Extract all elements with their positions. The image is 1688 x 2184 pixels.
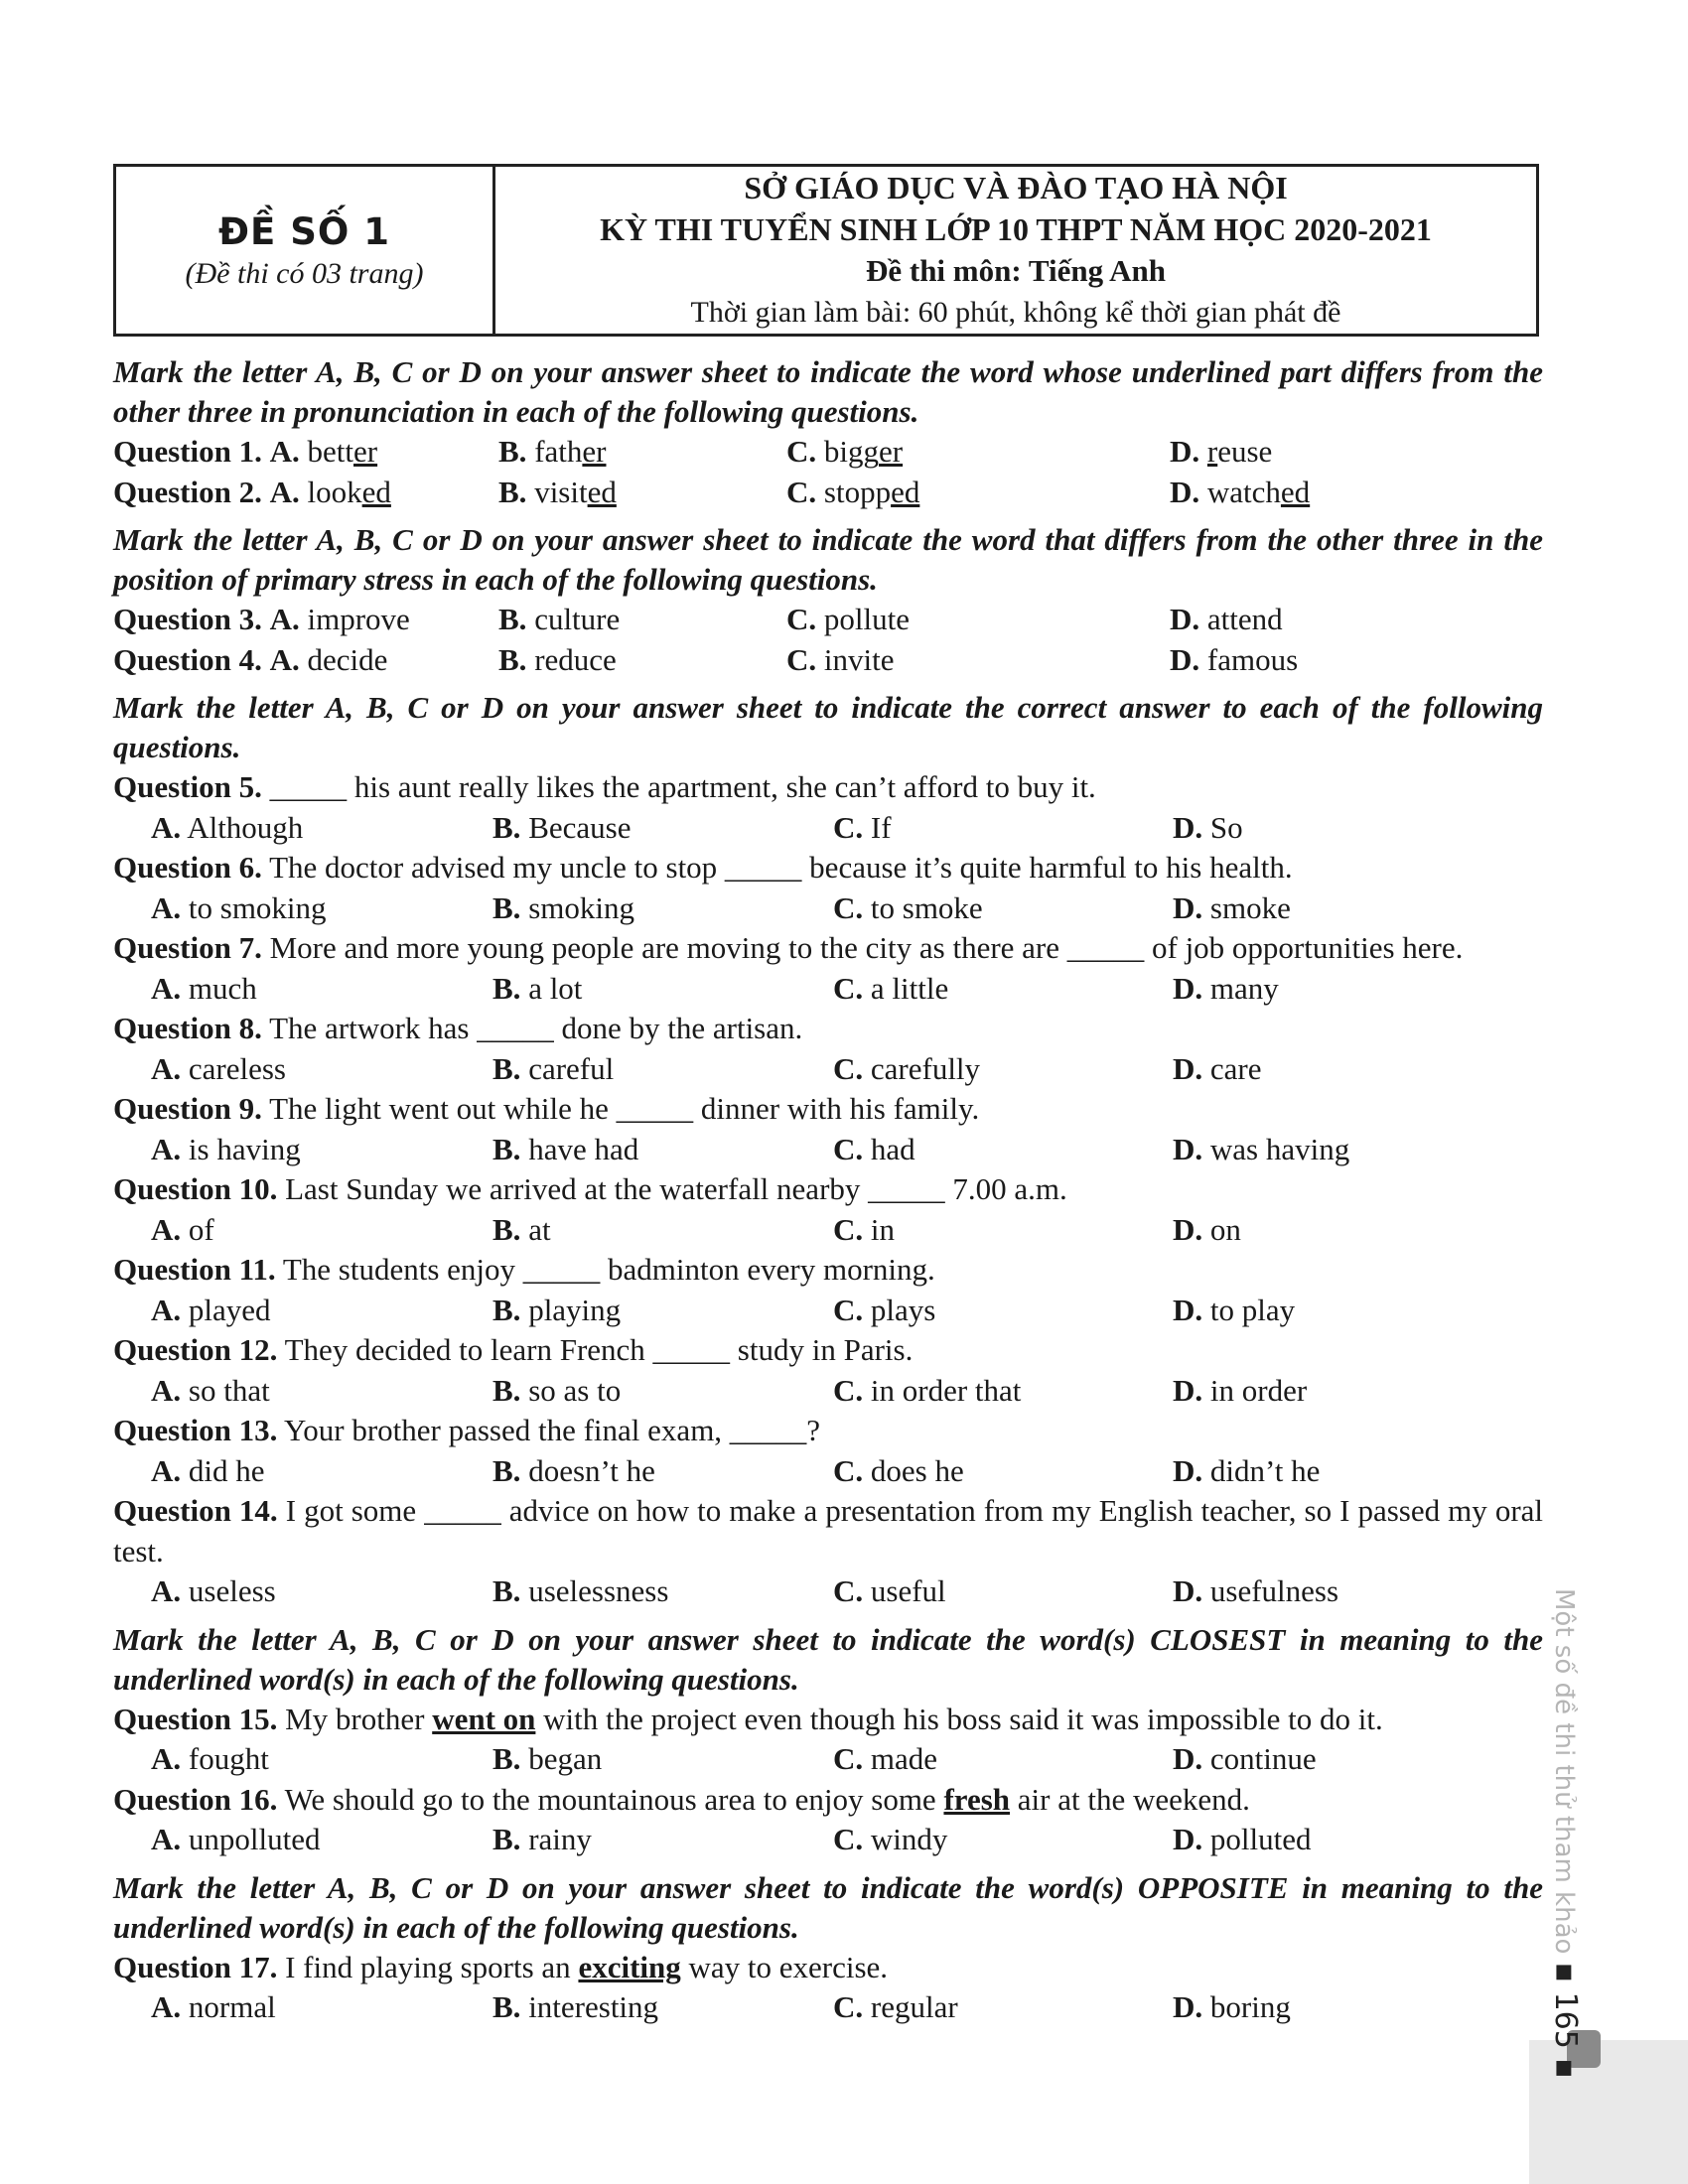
exam-title-cell — [495, 167, 1536, 334]
question-12: Question 12. They decided to learn French _____ study in Paris. — [113, 1332, 914, 1367]
question-8: Question 8. The artwork has _____ done by the artisan. — [113, 1011, 803, 1045]
question-7: Question 7. More and more young people are moving to the city as there are _____ of job opportunities here. — [113, 930, 1464, 965]
question-10: Question 10. Last Sunday we arrived at the waterfall nearby _____ 7.00 a.m. — [113, 1171, 1067, 1206]
question-6: Question 6. The doctor advised my uncle to stop _____ because it’s quite harmful to his health. — [113, 850, 1293, 885]
options-7: A. much B. a lot C. a little D. many — [151, 970, 1279, 1006]
question-14: Question 14. I got some _____ advice on how to make a presentation from my English teacher, so I passed my oral test. — [113, 1493, 1544, 1569]
options-5: A. Although B. Because C. If D. So — [151, 809, 1243, 845]
options-13: A. did he B. doesn’t he C. does he D. didn’t he — [151, 1452, 1321, 1488]
options-8: A. careless B. careful C. carefully D. care — [151, 1050, 1262, 1086]
question-label: Question 1. — [113, 434, 262, 469]
question-17: Question 17. I find playing sports an exciting way to exercise. — [113, 1949, 889, 1984]
question-1: Question 1. A. better B. father C. bigger D. reuse — [113, 434, 1273, 469]
question-5: Question 5. _____ his aunt really likes the apartment, she can’t afford to buy it. — [113, 769, 1096, 804]
instruction-closest: Mark the letter A, B, C or D on your answer sheet to indicate the word(s) CLOSEST in meaning to the underlined word(s) in each of the following questions. — [113, 1621, 1543, 1697]
question-9: Question 9. The light went out while he _____ dinner with his family. — [113, 1091, 980, 1126]
exam-number: ĐỀ SỐ 1 — [218, 209, 390, 253]
subject-title: Đề thi môn: Tiếng Anh — [865, 253, 1167, 288]
question-16: Question 16. We should go to the mountainous area to enjoy some fresh air at the weekend. — [113, 1781, 1250, 1817]
question-2: Question 2. A. looked B. visited C. stopped D. watched — [113, 474, 1311, 509]
options-9: A. is having B. have had C. had D. was having — [151, 1131, 1350, 1166]
question-15: Question 15. My brother went on with the project even though his boss said it was impossible to do it. — [113, 1701, 1383, 1736]
question-3: Question 3. A. improve B. culture C. pollute D. attend — [113, 602, 1283, 636]
exam-title: KỲ THI TUYỂN SINH LỚP 10 THPT NĂM HỌC 2020-2021 — [600, 211, 1432, 247]
options-15: A. fought B. began C. made D. continue — [151, 1741, 1317, 1776]
question-13: Question 13. Your brother passed the final exam, _____? — [113, 1413, 821, 1447]
exam-content — [113, 352, 1543, 2028]
question-label: Question 3. — [113, 602, 262, 636]
options-11: A. played B. playing C. plays D. to play — [151, 1292, 1296, 1327]
running-header — [1548, 1588, 1583, 2079]
question-label: Question 4. — [113, 641, 262, 677]
question-label: Question 2. — [113, 474, 262, 509]
instruction-pronunciation: Mark the letter A, B, C or D on your answer sheet to indicate the word whose underlined part differs from the other three in pronunciation in each of the following questions. — [113, 354, 1543, 429]
question-11: Question 11. The students enjoy _____ badminton every morning. — [113, 1252, 935, 1287]
options-14: A. useless B. uselessness C. useful D. usefulness — [151, 1573, 1339, 1608]
exam-header-box — [113, 164, 1539, 337]
options-10: A. of B. at C. in D. on — [151, 1211, 1241, 1247]
options-12: A. so that B. so as to C. in order that D. in order — [151, 1372, 1308, 1408]
time-note: Thời gian làm bài: 60 phút, không kể thời gian phát đề — [690, 296, 1341, 329]
instruction-stress: Mark the letter A, B, C or D on your answer sheet to indicate the word that differs from the other three in the position of primary stress in each of the following questions. — [113, 522, 1543, 597]
options-16: A. unpolluted B. rainy C. windy D. polluted — [151, 1822, 1312, 1856]
instruction-opposite: Mark the letter A, B, C or D on your answer sheet to indicate the word(s) OPPOSITE in meaning to the underlined word(s) in each of the following questions. — [113, 1869, 1543, 1945]
page-count-note: (Đề thi có 03 trang) — [185, 256, 424, 290]
question-4: Question 4. A. decide B. reduce C. invite D. famous — [113, 641, 1299, 677]
department-title: SỞ GIÁO DỤC VÀ ĐÀO TẠO HÀ NỘI — [744, 170, 1288, 205]
options-17: A. normal B. interesting C. regular D. boring — [151, 1989, 1291, 2024]
options-6: A. to smoking B. smoking C. to smoke D. smoke — [151, 889, 1291, 925]
running-header-title: Một số đề thi thử tham khảo — [1549, 1588, 1579, 1955]
page-number: ▪ 165 ▪ — [1548, 1962, 1583, 2079]
instruction-correct-answer: Mark the letter A, B, C or D on your answer sheet to indicate the correct answer to each of the following questions. — [113, 690, 1543, 764]
exam-id-cell — [116, 167, 495, 334]
